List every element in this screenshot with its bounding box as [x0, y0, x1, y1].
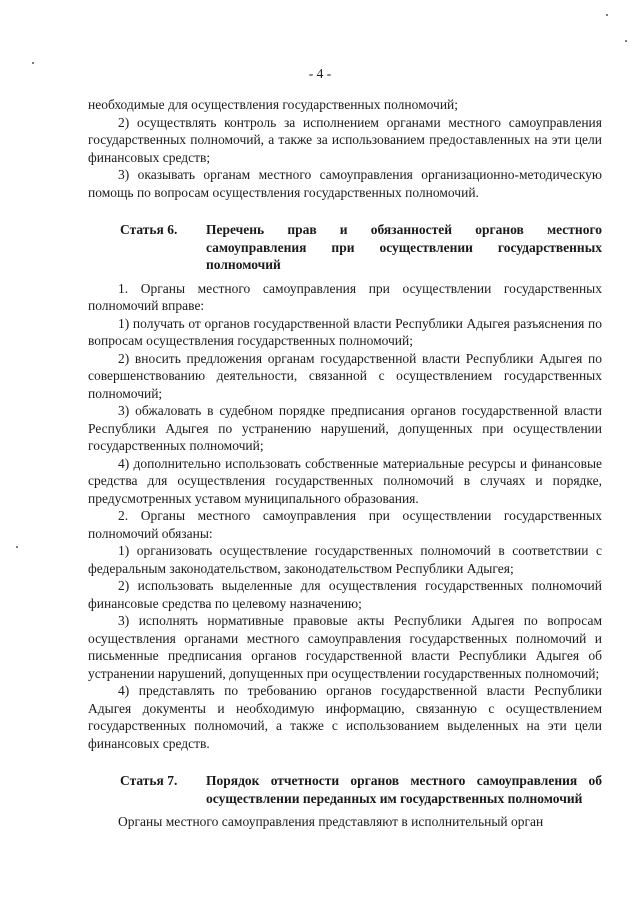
paragraph: 2) осуществлять контроль за исполнением органами местного самоуправления государственных полномочий, а также за использованием предоставленных на эти цели финансовых средств; — [88, 114, 602, 165]
page-number: - 4 - — [308, 66, 332, 81]
paragraph: 1) получать от органов государственной власти Республики Адыгея разъяснения по вопросам осуществления государственных полномочий; — [88, 315, 602, 348]
article-label: Статья 7. — [120, 773, 178, 788]
paragraph: 2. Органы местного самоуправления при осуществлении государственных полномочий обязаны: — [88, 508, 602, 541]
scan-speck — [625, 40, 627, 42]
scan-speck — [16, 546, 18, 548]
paragraph: 3) исполнять нормативные правовые акты Республики Адыгея по вопросам осуществления органами местного самоуправления государственных полномочий и письменные предписания органов государственной власти Республики Адыгея об устранении нарушений, допущенных при осуществлении государственных полномочий; — [88, 613, 602, 681]
paragraph: необходимые для осуществления государственных полномочий; — [88, 97, 459, 112]
article-7-heading — [88, 772, 602, 807]
paragraph: 3) оказывать органам местного самоуправления организационно-методическую помощь по вопросам осуществления государственных полномочий. — [88, 167, 602, 200]
paragraph: 2) вносить предложения органам государственной власти Республики Адыгея по совершенствованию деятельности, связанной с осуществлением государственных полномочий; — [88, 350, 602, 401]
article-title: Порядок отчетности органов местного самоуправления об осуществлении переданных им государственных полномочий — [206, 773, 602, 806]
paragraph: 1. Органы местного самоуправления при осуществлении государственных полномочий вправе: — [88, 280, 602, 313]
paragraph: 4) дополнительно использовать собственные материальные ресурсы и финансовые средства для осуществления государственных полномочий в случаях и порядке, предусмотренных уставом муниципального образования. — [88, 455, 602, 506]
article-6-heading — [88, 221, 602, 274]
scan-speck — [606, 14, 608, 16]
article-label: Статья 6. — [120, 222, 178, 237]
article-title: Перечень прав и обязанностей органов местного самоуправления при осуществлении государственных полномочий — [206, 222, 602, 272]
scan-speck — [32, 62, 34, 64]
paragraph: 1) организовать осуществление государственных полномочий в соответствии с федеральным законодательством, законодательством Республики Адыгея; — [88, 543, 602, 576]
paragraph: 3) обжаловать в судебном порядке предписания органов государственной власти Республики Адыгея по устранению нарушений, допущенных при осуществлении государственных полномочий; — [88, 403, 602, 453]
paragraph: 2) использовать выделенные для осуществления государственных полномочий финансовые средства по целевому назначению; — [88, 578, 602, 611]
paragraph: Органы местного самоуправления представляют в исполнительный орган — [118, 814, 544, 829]
paragraph: 4) представлять по требованию органов государственной власти Республики Адыгея документы и необходимую информацию, связанную с осуществлением государственных полномочий, а также с использованием выделенных на эти цели финансовых средств. — [88, 683, 602, 751]
document-body — [88, 96, 602, 831]
